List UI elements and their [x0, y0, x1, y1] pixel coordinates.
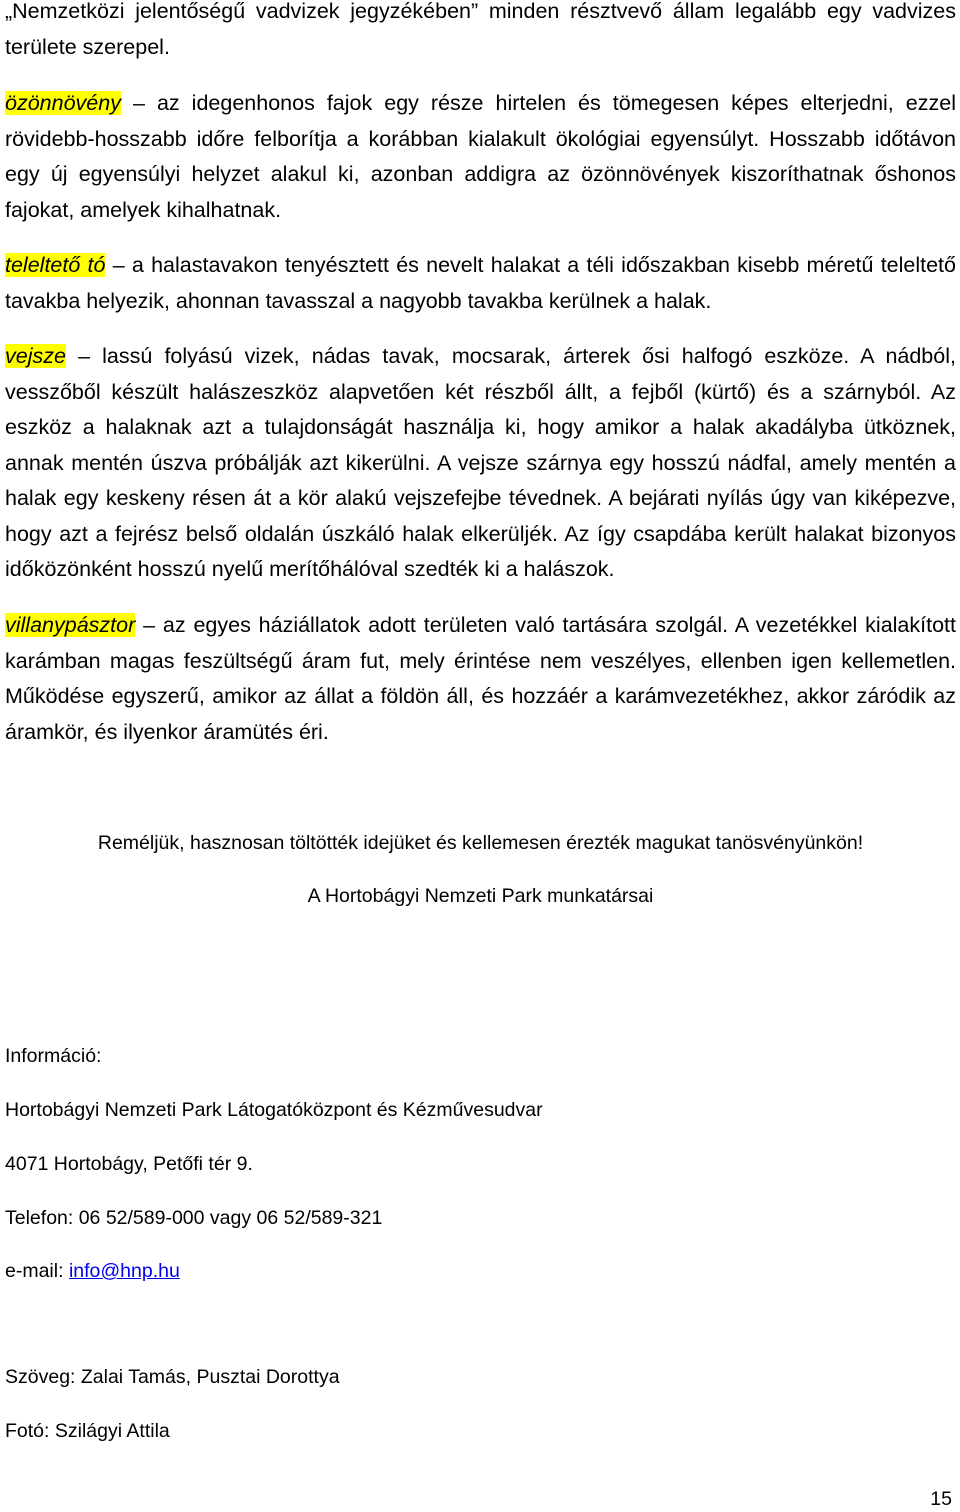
- glossary-term: özönnövény: [5, 91, 121, 115]
- credit-photographer: Fotó: Szilágyi Attila: [5, 1420, 170, 1442]
- credit-text-authors: Szöveg: Zalai Tamás, Pusztai Dorottya: [5, 1366, 340, 1388]
- closing-signature: A Hortobágyi Nemzeti Park munkatársai: [307, 885, 654, 907]
- glossary-term: teleltető tó: [5, 253, 106, 277]
- closing-message: Reméljük, hasznosan töltötték idejüket és kellemesen érezték magukat tanösvényünkön!: [97, 832, 864, 854]
- glossary-entry-ozonnoveny: [5, 86, 956, 228]
- glossary-entry-villanypasztor: [5, 608, 956, 750]
- glossary-definition: lassú folyású vizek, nádas tavak, mocsarak, árterek ősi halfogó eszköze. A nádból, vesszőből készült halászeszköz alapvetően két részből állt, a fejből (kürtő) és a szárnyból. Az eszköz a halaknak azt a tulajdonságát használja ki, hogy amikor a halak akadályba ütköznek, annak mentén úszva próbálják azt kikerülni. A vejsze szárnya egy hosszú nádfal, amely mentén a halak egy keskeny résen át a kör alakú vejszefejbe tévednek. A bejárati nyílás úgy van kiképezve, hogy azt a fejrész belső oldalán úszkáló halak elkerüljék. Az így csapdába került halakat bizonyos időközönként hosszú nyelű merítőhálóval szedték ki a halászok.: [5, 344, 956, 581]
- glossary-entry-vejsze: [5, 339, 956, 588]
- info-email-line: [5, 1258, 180, 1284]
- glossary-dash: –: [112, 253, 125, 277]
- intro-text: „Nemzetközi jelentőségű vadvizek jegyzékében” minden résztvevő állam legalább egy vadvizes területe szerepel.: [5, 0, 956, 59]
- glossary-dash: –: [132, 91, 145, 115]
- glossary-definition: az egyes háziállatok adott területen való tartására szolgál. A vezetékkel kialakított karámban magas feszültségű áram fut, mely érintése nem veszélyes, ellenben igen kellemetlen. Működése egyszerű, amikor az állat a földön áll, és hozzáér a karámvezetékhez, akkor záródik az áramkör, és ilyenkor áramütés éri.: [5, 613, 956, 744]
- page-number: 15: [930, 1488, 952, 1510]
- info-heading: Információ:: [5, 1045, 102, 1067]
- intro-paragraph: [5, 0, 956, 65]
- glossary-definition: az idegenhonos fajok egy része hirtelen és tömegesen képes elterjedni, ezzel rövidebb-hosszabb időre felborítja a korábban kialakult ökológiai egyensúlyt. Hosszabb időtávon egy új egyensúlyi helyzet alakul ki, azonban addigra az özönnövények kiszoríthatnak őshonos fajokat, amelyek kihalhatnak.: [5, 91, 956, 222]
- info-email-label: e-mail:: [5, 1260, 69, 1282]
- glossary-dash: –: [143, 613, 156, 637]
- glossary-term: villanypásztor: [5, 613, 136, 637]
- email-link[interactable]: info@hnp.hu: [68, 1260, 180, 1282]
- glossary-definition: a halastavakon tenyésztett és nevelt halakat a téli időszakban kisebb méretű teleltető tavakba helyezik, ahonnan tavasszal a nagyobb tavakba kerülnek a halak.: [5, 253, 956, 313]
- glossary-entry-teleltető-to: [5, 248, 956, 319]
- info-phone: Telefon: 06 52/589-000 vagy 06 52/589-321: [5, 1207, 383, 1229]
- info-address: 4071 Hortobágy, Petőfi tér 9.: [5, 1153, 253, 1175]
- glossary-term: vejsze: [5, 344, 66, 368]
- glossary-dash: –: [78, 344, 91, 368]
- info-organization: Hortobágyi Nemzeti Park Látogatóközpont és Kézművesudvar: [5, 1099, 543, 1121]
